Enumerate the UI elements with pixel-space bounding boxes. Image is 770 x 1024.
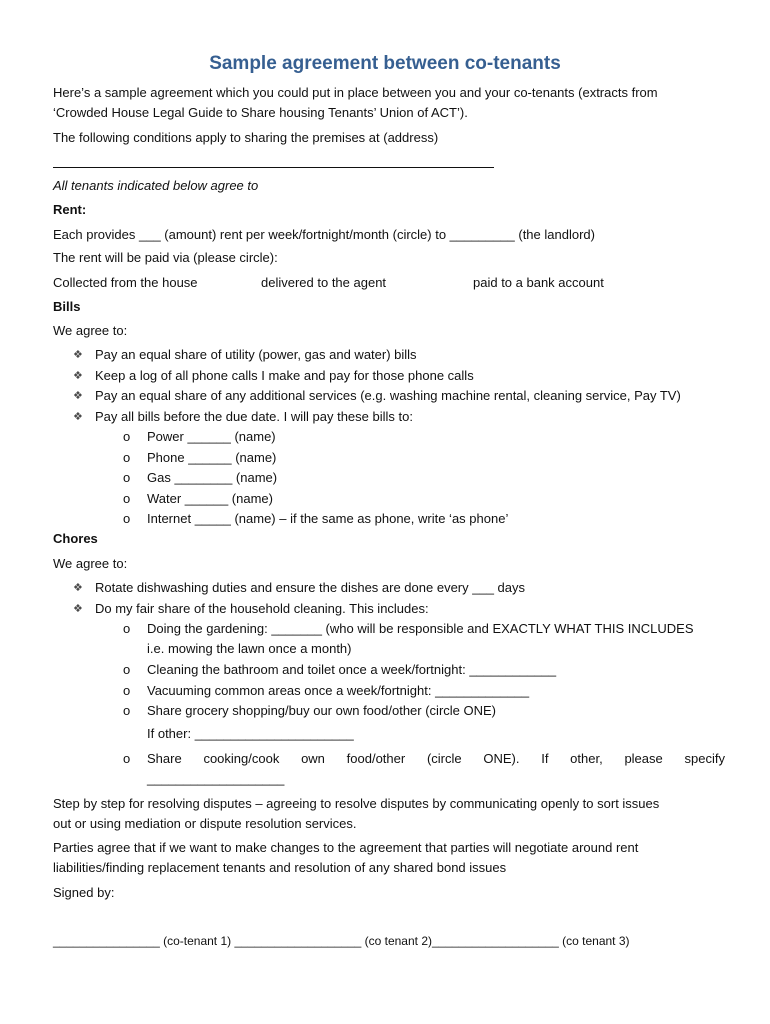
bills-sub-item-internet: Internet _____ (name) – if the same as phone, write ‘as phone’	[147, 511, 509, 526]
cooking-word: own	[301, 751, 325, 766]
cooking-word: other,	[570, 751, 603, 766]
changes-line-2: liabilities/finding replacement tenants and resolution of any shared bond issues	[53, 860, 507, 875]
circle-bullet-icon: o	[123, 511, 131, 526]
chores-sub-bathroom: Cleaning the bathroom and toilet once a week/fortnight: ____________	[147, 662, 557, 677]
cooking-word: please	[624, 751, 663, 766]
diamond-bullet-icon: ❖	[73, 603, 83, 615]
circle-bullet-icon: o	[123, 662, 131, 677]
cooking-word: (circle	[426, 751, 462, 766]
cooking-word: ONE).	[483, 751, 520, 766]
circle-bullet-icon: o	[123, 621, 131, 636]
diamond-bullet-icon: ❖	[73, 390, 83, 402]
chores-sub-gardening-cont: i.e. mowing the lawn once a month)	[147, 641, 352, 656]
chores-we-agree: We agree to:	[53, 556, 128, 571]
page-title: Sample agreement between co-tenants	[209, 53, 561, 74]
chores-heading: Chores	[53, 531, 98, 546]
disputes-line-2: out or using mediation or dispute resolution services.	[53, 816, 357, 831]
circle-bullet-icon: o	[123, 491, 131, 506]
rent-option-agent: delivered to the agent	[261, 275, 387, 290]
bills-sub-item-power: Power ______ (name)	[147, 429, 276, 444]
bills-heading: Bills	[53, 299, 81, 314]
chores-sub-grocery: Share grocery shopping/buy our own food/other (circle ONE)	[147, 703, 497, 718]
cooking-word: cooking/cook	[203, 751, 280, 766]
circle-bullet-icon: o	[123, 683, 131, 698]
disputes-line-1: Step by step for resolving disputes – agreeing to resolve disputes by communicating openly to sort issues	[53, 796, 660, 811]
diamond-bullet-icon: ❖	[73, 411, 83, 423]
all-tenants-line: All tenants indicated below agree to	[53, 178, 259, 193]
bills-item: Pay all bills before the due date. I will pay these bills to:	[95, 409, 413, 424]
circle-bullet-icon: o	[123, 751, 131, 766]
bills-item: Pay an equal share of utility (power, gas and water) bills	[95, 347, 417, 362]
cooking-word: food/other	[346, 751, 406, 766]
bills-sub-item-gas: Gas ________ (name)	[147, 470, 278, 485]
cooking-word: Share	[147, 751, 182, 766]
bills-item: Pay an equal share of any additional services (e.g. washing machine rental, cleaning service, Pay TV)	[95, 388, 681, 403]
intro-line-2: ‘Crowded House Legal Guide to Share housing Tenants’ Union of ACT’).	[53, 105, 468, 120]
bills-sub-item-phone: Phone ______ (name)	[147, 450, 277, 465]
circle-bullet-icon: o	[123, 450, 131, 465]
changes-line-1: Parties agree that if we want to make changes to the agreement that parties will negotiate around rent	[53, 840, 639, 855]
intro-line-3: The following conditions apply to sharing the premises at (address)	[53, 130, 439, 145]
diamond-bullet-icon: ❖	[73, 349, 83, 361]
cooking-word: If	[541, 751, 549, 766]
chores-sub-vacuuming: Vacuuming common areas once a week/fortnight: _____________	[147, 683, 530, 698]
intro-line-1: Here’s a sample agreement which you could put in place between you and your co-tenants (extracts from	[53, 85, 658, 100]
bills-sub-item-water: Water ______ (name)	[147, 491, 273, 506]
rent-option-house: Collected from the house	[53, 275, 198, 290]
circle-bullet-icon: o	[123, 470, 131, 485]
chores-sub-gardening: Doing the gardening: _______ (who will be responsible and EXACTLY WHAT THIS INCLUDES	[147, 621, 694, 636]
circle-bullet-icon: o	[123, 703, 131, 718]
diamond-bullet-icon: ❖	[73, 370, 83, 382]
chores-sub-if-other: If other: ______________________	[147, 726, 354, 741]
rent-option-bank: paid to a bank account	[473, 275, 604, 290]
diamond-bullet-icon: ❖	[73, 582, 83, 594]
rent-heading: Rent:	[53, 202, 87, 217]
signature-line: ________________ (co-tenant 1) ___________________ (co tenant 2)___________________ (co tenant 3)	[53, 934, 630, 948]
cooking-specify-blank: ___________________	[147, 771, 285, 786]
bills-we-agree: We agree to:	[53, 323, 128, 338]
address-blank-line	[53, 167, 494, 168]
cooking-word: specify	[684, 751, 725, 766]
chores-item: Do my fair share of the household cleaning. This includes:	[95, 601, 429, 616]
circle-bullet-icon: o	[123, 429, 131, 444]
chores-sub-cooking	[147, 751, 725, 767]
signed-by-label: Signed by:	[53, 885, 115, 900]
bills-item: Keep a log of all phone calls I make and pay for those phone calls	[95, 368, 474, 383]
rent-line-1: Each provides ___ (amount) rent per week/fortnight/month (circle) to _________ (the landlord)	[53, 227, 595, 242]
rent-line-2: The rent will be paid via (please circle):	[53, 250, 278, 265]
chores-item: Rotate dishwashing duties and ensure the dishes are done every ___ days	[95, 580, 526, 595]
